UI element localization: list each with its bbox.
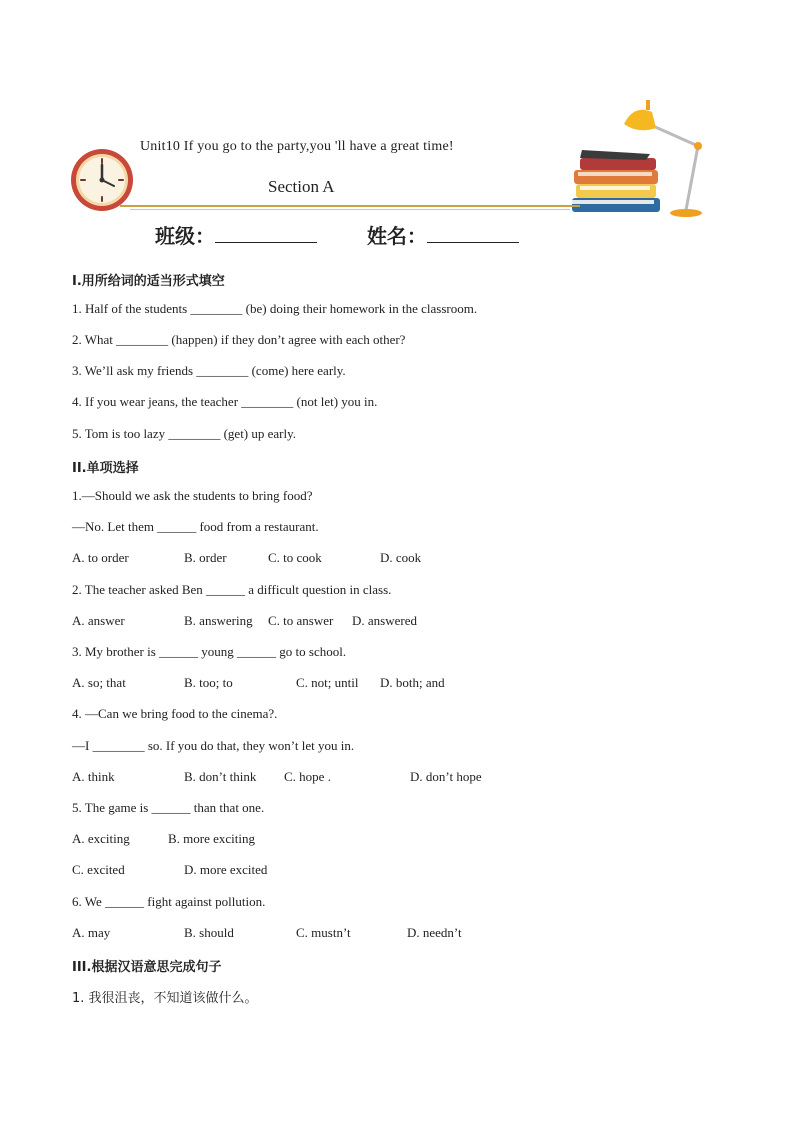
fill-item: 2. What ________ (happen) if they don’t agree with each other?	[72, 332, 406, 347]
part1-heading: I.用所给词的适当形式填空	[72, 274, 225, 289]
option-b[interactable]: B. don’t think	[184, 769, 257, 784]
option-c[interactable]: C. to cook	[268, 550, 322, 565]
fill-item: 4. If you wear jeans, the teacher ________ (not let) you in.	[72, 394, 378, 409]
option-c[interactable]: C. to answer	[268, 613, 334, 628]
fill-item: 5. Tom is too lazy ________ (get) up early.	[72, 426, 297, 441]
option-a[interactable]: A. answer	[72, 613, 125, 628]
document-title: Unit10 If you go to the party,you 'll have a great time!	[140, 139, 454, 154]
option-d[interactable]: D. answered	[352, 613, 417, 628]
option-c[interactable]: C. not; until	[296, 675, 359, 690]
header-divider-thin	[130, 209, 570, 210]
option-a[interactable]: A. exciting	[72, 831, 130, 846]
option-a[interactable]: A. to order	[72, 550, 129, 565]
translation-item: 1. 我很沮丧，不知道该做什么。	[72, 991, 258, 1006]
option-a[interactable]: A. so; that	[72, 675, 126, 690]
books-lamp-illustration	[566, 98, 714, 220]
option-d[interactable]: D. needn’t	[407, 925, 462, 940]
part2-heading: II.单项选择	[72, 461, 139, 476]
option-d[interactable]: D. don’t hope	[410, 769, 482, 784]
student-info-line	[155, 220, 519, 249]
question-stem: 1.—Should we ask the students to bring food?	[72, 488, 313, 503]
option-b[interactable]: B. more exciting	[168, 831, 256, 846]
header-divider	[120, 205, 580, 207]
class-field[interactable]	[215, 220, 317, 243]
question-stem: 5. The game is ______ than that one.	[72, 800, 265, 815]
part3-heading: III.根据汉语意思完成句子	[72, 960, 222, 975]
question-stem: 4. —Can we bring food to the cinema?.	[72, 706, 278, 721]
option-d[interactable]: D. both; and	[380, 675, 445, 690]
question-stem: 3. My brother is ______ young ______ go to school.	[72, 644, 347, 659]
fill-item: 3. We’ll ask my friends ________ (come) here early.	[72, 363, 346, 378]
option-d[interactable]: D. more excited	[184, 862, 268, 877]
option-b[interactable]: B. answering	[184, 613, 253, 628]
class-label: 班级：	[155, 224, 215, 248]
option-b[interactable]: B. order	[184, 550, 227, 565]
question-stem: —I ________ so. If you do that, they won’t let you in.	[72, 738, 355, 753]
option-a[interactable]: A. think	[72, 769, 115, 784]
fill-item: 1. Half of the students ________ (be) doing their homework in the classroom.	[72, 301, 478, 316]
name-label: 姓名：	[366, 224, 427, 248]
name-field[interactable]	[427, 220, 519, 243]
option-c[interactable]: C. excited	[72, 862, 125, 877]
option-b[interactable]: B. too; to	[184, 675, 233, 690]
option-c[interactable]: C. hope .	[284, 769, 331, 784]
option-d[interactable]: D. cook	[380, 550, 422, 565]
option-b[interactable]: B. should	[184, 925, 234, 940]
section-label: Section A	[268, 177, 335, 196]
option-a[interactable]: A. may	[72, 925, 111, 940]
option-c[interactable]: C. mustn’t	[296, 925, 351, 940]
question-stem: 6. We ______ fight against pollution.	[72, 894, 266, 909]
question-stem: —No. Let them ______ food from a restaurant.	[72, 519, 319, 534]
question-stem: 2. The teacher asked Ben ______ a difficult question in class.	[72, 582, 392, 597]
